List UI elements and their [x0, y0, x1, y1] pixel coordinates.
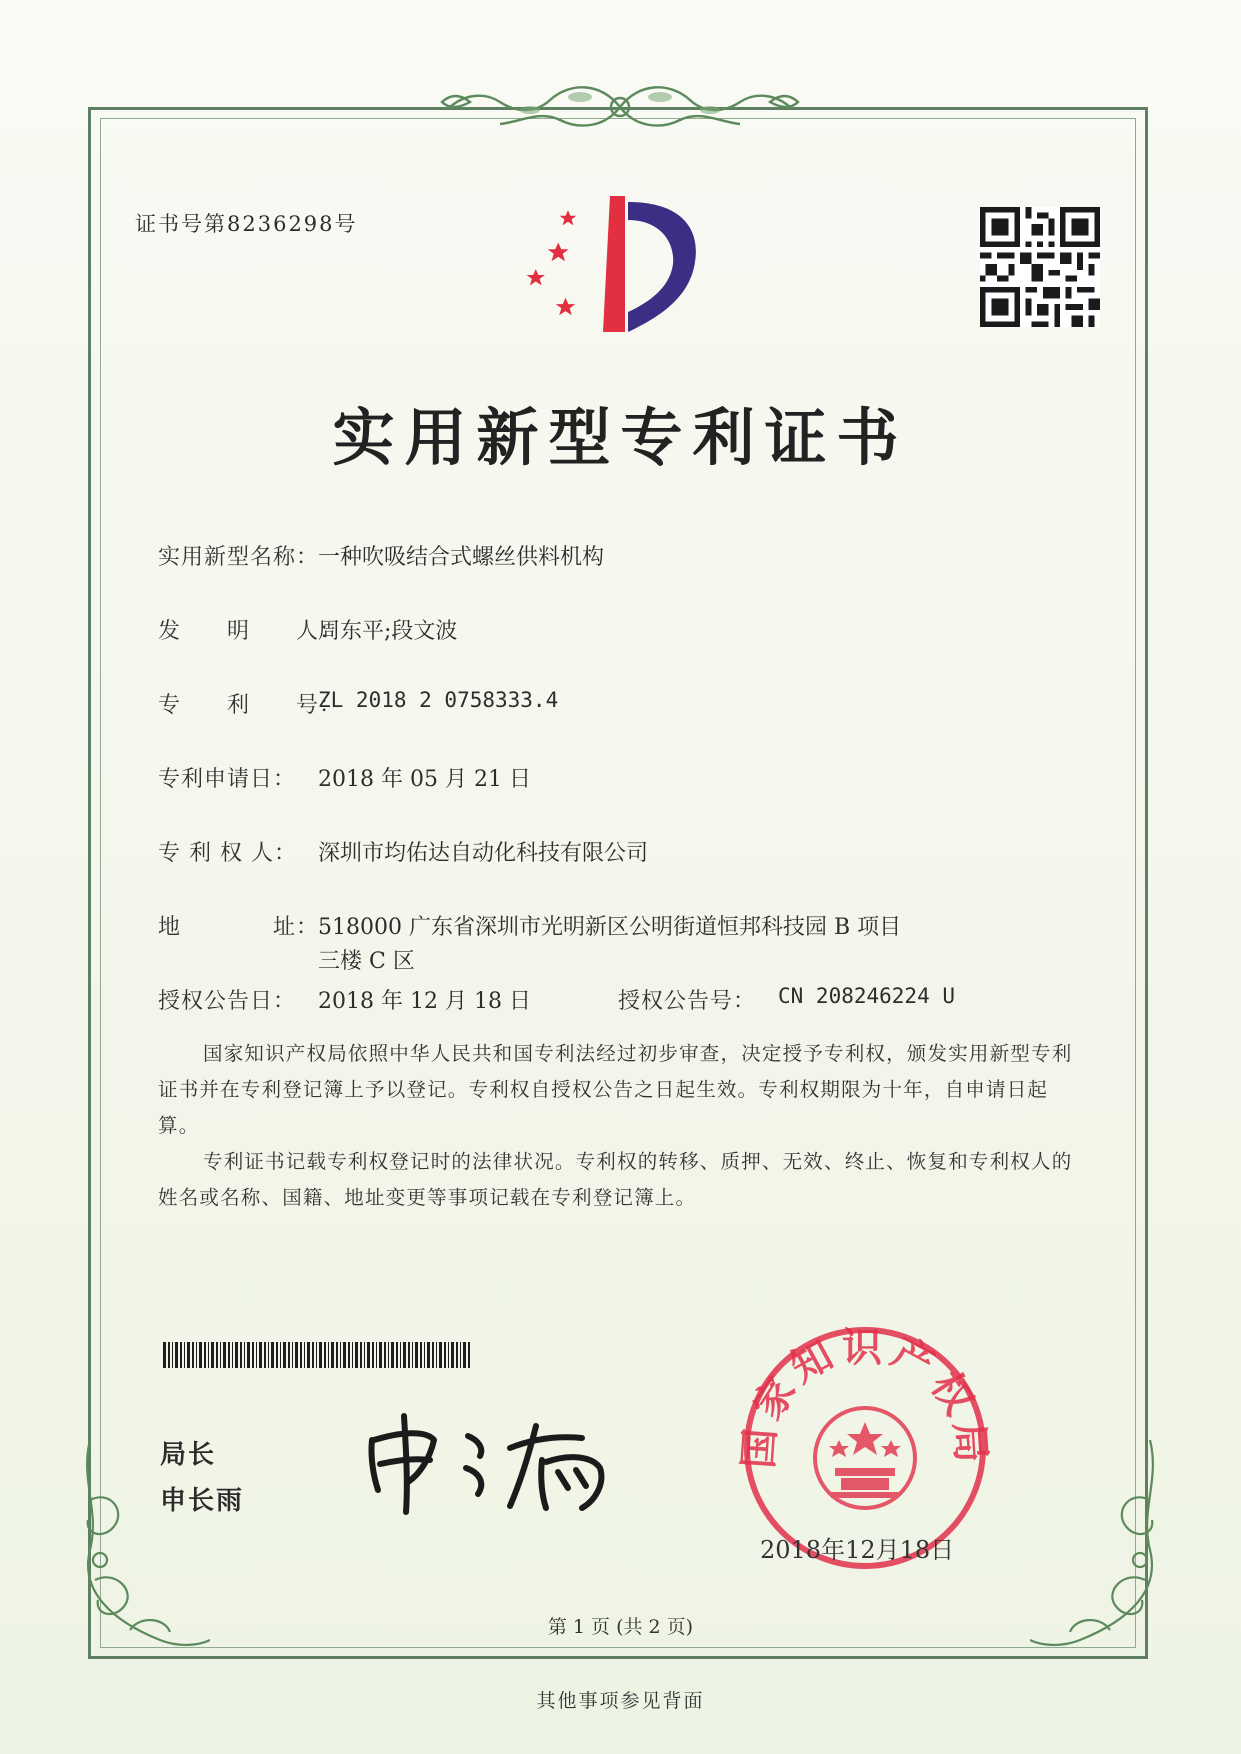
legal-statement: [158, 1036, 1078, 1216]
inventor-value: 周东平;段文波: [318, 619, 458, 644]
patentee-value: 深圳市均佑达自动化科技有限公司: [318, 841, 649, 866]
top-ornament-icon: [430, 72, 810, 142]
address-line-2: 三楼 C 区: [318, 949, 415, 974]
certificate-title: 实用新型专利证书: [332, 401, 909, 474]
grant-number-label: 授权公告号：: [618, 989, 757, 1014]
certificate-number: 证书号第8236298号: [135, 212, 358, 236]
grant-date-label: 授权公告日：: [158, 989, 297, 1014]
patentee-label: 专 利 权 人：: [158, 841, 297, 866]
inventor-label: 发 明 人：: [158, 619, 343, 644]
svg-text:国家知识产权局: [735, 1324, 995, 1470]
address-label: 地 址：: [158, 915, 320, 940]
paragraph-2: 专利证书记载专利权登记时的法律状况。专利权的转移、质押、无效、终止、恢复和专利权人的姓名或名称、国籍、地址变更等事项记载在专利登记簿上。: [158, 1150, 1073, 1209]
seal-date: 2018年12月18日: [760, 1536, 955, 1564]
patent-number-label: 专 利 号：: [158, 693, 343, 718]
address-line-1: 518000 广东省深圳市光明新区公明街道恒邦科技园 B 项目: [318, 915, 902, 940]
filing-date-label: 专利申请日：: [158, 767, 297, 792]
director-signature: [360, 1408, 630, 1518]
filing-date-value: 2018 年 05 月 21 日: [318, 767, 531, 792]
page-indicator: 第 1 页 (共 2 页): [547, 1616, 694, 1638]
director-title: 局长: [160, 1440, 217, 1470]
seal-text: 国家知识产权局: [735, 1323, 995, 1471]
barcode-icon: [163, 1342, 473, 1368]
grant-number-value: CN 208246224 U: [778, 984, 956, 1008]
paragraph-1: 国家知识产权局依照中华人民共和国专利法经过初步审查，决定授予专利权，颁发实用新型专利证书并在专利登记簿上予以登记。专利权自授权公告之日起生效。专利权期限为十年，自申请日起算。: [158, 1042, 1073, 1137]
utility-model-name-label: 实用新型名称：: [158, 545, 320, 570]
patent-number-value: ZL 2018 2 0758333.4: [318, 688, 559, 712]
cnipa-logo-icon: [525, 192, 715, 342]
director-name: 申长雨: [160, 1486, 245, 1516]
utility-model-name-value: 一种吹吸结合式螺丝供料机构: [318, 545, 605, 570]
footer-note: 其他事项参见背面: [536, 1690, 705, 1712]
qr-code-icon: [980, 207, 1100, 327]
grant-date-value: 2018 年 12 月 18 日: [318, 989, 531, 1014]
